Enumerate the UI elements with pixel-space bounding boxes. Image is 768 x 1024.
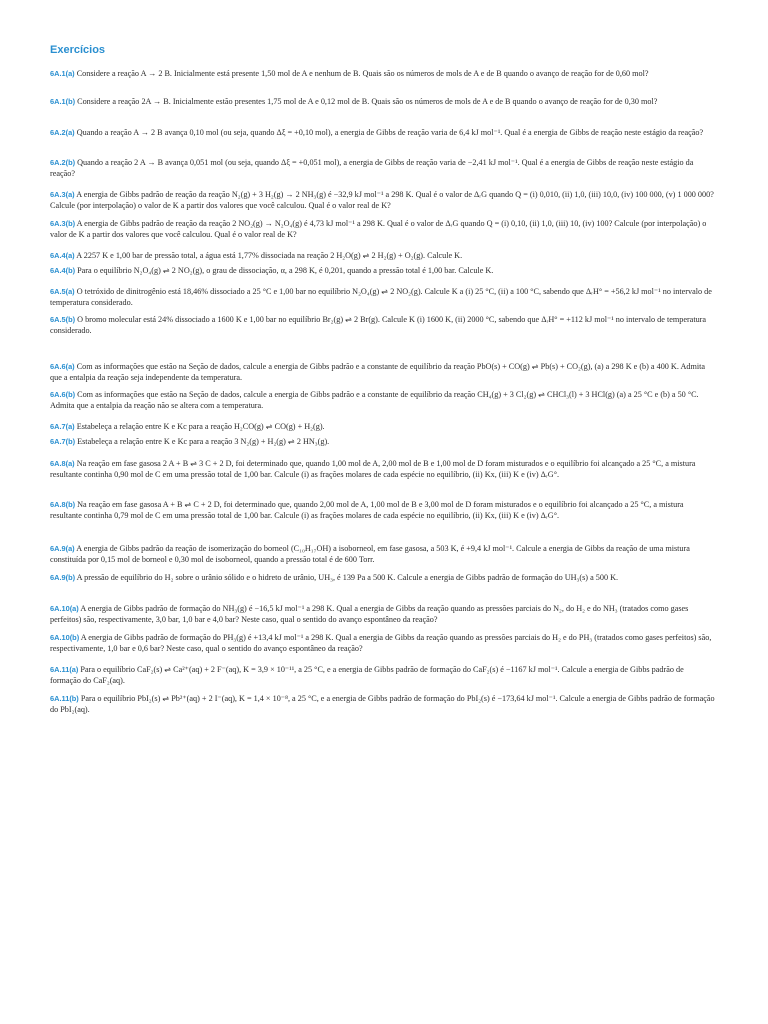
exercise-6a9a bbox=[50, 543, 716, 565]
exercise-6a2b bbox=[50, 157, 716, 179]
section-heading: Exercícios bbox=[50, 44, 106, 56]
exercise-label: 6A.4(b) bbox=[50, 266, 76, 275]
exercise-label: 6A.8(a) bbox=[50, 459, 75, 468]
exercise-text: Considere a reação 2A → B. Inicialmente estão presentes 1,75 mol de A e 0,12 mol de B. Quais são os números de mols de A e de B quando o avanço de reação for de 0,30 mol? bbox=[77, 97, 658, 106]
exercise-label: 6A.11(b) bbox=[50, 694, 79, 703]
exercise-label: 6A.6(a) bbox=[50, 362, 75, 371]
exercise-text: A 2257 K e 1,00 bar de pressão total, a água está 1,77% dissociada na reação 2 H₂O(g) ⇌ 2 H₂(g) + O₂(g). Calcule K. bbox=[76, 251, 463, 260]
exercise-text: A pressão de equilíbrio do H₂ sobre o urânio sólido e o hidreto de urânio, UH₃, é 139 Pa a 500 K. Calcule a energia de Gibbs padrão de formação do UH₃(s) a 500 K. bbox=[76, 573, 619, 582]
exercise-6a8b bbox=[50, 499, 716, 521]
exercise-label: 6A.7(a) bbox=[50, 422, 75, 431]
exercise-label: 6A.4(a) bbox=[50, 251, 75, 260]
exercise-text: A energia de Gibbs padrão de reação da reação 2 NO₂(g) → N₂O₄(g) é 4,73 kJ mol⁻¹ a 298 K. Qual é o valor de ΔᵣG quando Q = (i) 0,10, (ii) 1,0, (iii) 10, (iv) 100? Calcule (por interpolação) o valor de K a partir dos valores que você calculou. Qual é o valor real de K? bbox=[50, 219, 707, 239]
exercise-label: 6A.2(b) bbox=[50, 158, 76, 167]
exercise-label: 6A.9(b) bbox=[50, 573, 76, 582]
exercise-label: 6A.10(b) bbox=[50, 633, 80, 642]
exercise-6a10a bbox=[50, 603, 716, 625]
exercise-label: 6A.7(b) bbox=[50, 437, 76, 446]
exercise-label: 6A.3(a) bbox=[50, 190, 75, 199]
exercise-text: Quando a reação A → 2 B avança 0,10 mol (ou seja, quando Δξ = +0,10 mol), a energia de Gibbs de reação varia de 6,4 kJ mol⁻¹. Qual é a energia de Gibbs de reação neste estágio da reação? bbox=[76, 128, 704, 137]
exercise-text: Estabeleça a relação entre K e Kc para a reação 3 N₂(g) + H₂(g) ⇌ 2 HN₃(g). bbox=[77, 437, 330, 446]
exercise-label: 6A.10(a) bbox=[50, 604, 79, 613]
exercise-text: A energia de Gibbs padrão de reação da reação N₂(g) + 3 H₂(g) → 2 NH₃(g) é −32,9 kJ mol⁻¹ a 298 K. Qual é o valor de ΔᵣG quando Q = (i) 0,010, (ii) 1,0, (iii) 10,0, (iv) 100 000, (v) 1 000 000? Calcule (por interpolação) o valor de K a partir dos valores que você calculou. Qual é o valor real de K? bbox=[50, 190, 714, 210]
exercise-text: Na reação em fase gasosa 2 A + B ⇌ 3 C + 2 D, foi determinado que, quando 1,00 mol de A, 2,00 mol de B e 1,00 mol de D foram misturados e o equilíbrio foi alcançado a 25 °C, a mistura resultante continha 0,90 mol de C em uma pressão total de 1,00 bar. Calcule (i) as frações molares de cada espécie no equilíbrio, (ii) Kx, (iii) K e (iv) ΔᵣG°. bbox=[50, 459, 696, 479]
exercise-label: 6A.1(b) bbox=[50, 97, 76, 106]
exercise-6a4b bbox=[50, 265, 716, 276]
exercise-6a8a bbox=[50, 458, 716, 480]
exercise-6a2a bbox=[50, 127, 716, 138]
exercise-text: O bromo molecular está 24% dissociado a 1600 K e 1,00 bar no equilíbrio Br₂(g) ⇌ 2 Br(g). Calcule K (i) 1600 K, (ii) 2000 °C, sabendo que ΔᵣH° = +112 kJ mol⁻¹ no intervalo de temperatura considerado. bbox=[50, 315, 707, 335]
exercise-label: 6A.1(a) bbox=[50, 69, 75, 78]
exercise-6a6b bbox=[50, 389, 716, 411]
exercise-6a7b bbox=[50, 436, 716, 447]
exercise-label: 6A.6(b) bbox=[50, 390, 76, 399]
exercise-text: O tetróxido de dinitrogênio está 18,46% dissociado a 25 °C e 1,00 bar no equilíbrio N₂O₄(g) ⇌ 2 NO₂(g). Calcule K a (i) 25 °C, (ii) a 100 °C, sabendo que ΔᵣH° = +56,2 kJ mol⁻¹ no intervalo de temperatura considerado. bbox=[50, 287, 712, 307]
exercise-6a5a bbox=[50, 286, 716, 308]
exercise-text: Para o equilíbrio CaF₂(s) ⇌ Ca²⁺(aq) + 2 F⁻(aq), K = 3,9 × 10⁻¹¹, a 25 °C, e a energia de Gibbs padrão de formação do CaF₂(s) é −1167 kJ mol⁻¹. Calcule a energia de Gibbs padrão de formação do CaF₂(aq). bbox=[50, 665, 684, 685]
exercise-text: Estabeleça a relação entre K e Kc para a reação H₂CO(g) ⇌ CO(g) + H₂(g). bbox=[76, 422, 325, 431]
exercise-label: 6A.9(a) bbox=[50, 544, 75, 553]
exercise-label: 6A.3(b) bbox=[50, 219, 76, 228]
exercise-text: A energia de Gibbs padrão de formação do NH₃(g) é −16,5 kJ mol⁻¹ a 298 K. Qual a energia de Gibbs da reação quando as pressões parciais do N₂, do H₂ e do NH₃ (tratados como gases perfeitos) são, respectivamente, 3,0 bar, 1,0 bar e 4,0 bar? Neste caso, qual o sentido do avanço espontâneo da reação? bbox=[50, 604, 689, 624]
exercise-6a4a bbox=[50, 250, 716, 261]
exercise-label: 6A.8(b) bbox=[50, 500, 76, 509]
exercise-6a10b bbox=[50, 632, 716, 654]
exercise-text: Quando a reação 2 A → B avança 0,051 mol (ou seja, quando Δξ = +0,051 mol), a energia de Gibbs de reação varia de −2,41 kJ mol⁻¹. Qual é a energia de Gibbs de reação neste estágio da reação? bbox=[50, 158, 694, 178]
exercise-text: A energia de Gibbs padrão da reação de isomerização do borneol (C₁₀H₁₇OH) a isoborneol, em fase gasosa, a 503 K, é +9,4 kJ mol⁻¹. Calcule a energia de Gibbs da reação de uma mistura constituída por 0,15 mol de borneol e 0,30 mol de isoborneol, quando a pressão total é de 600 Torr. bbox=[50, 544, 690, 564]
exercise-text: A energia de Gibbs padrão de formação do PH₃(g) é +13,4 kJ mol⁻¹ a 298 K. Qual a energia de Gibbs da reação quando as pressões parciais do H₂ e do PH₃ (tratados como gases perfeitos) são, respectivamente, 1,0 bar e 0,6 bar? Neste caso, qual o sentido do avanço espontâneo da reação? bbox=[50, 633, 712, 653]
exercise-6a9b bbox=[50, 572, 716, 583]
exercise-text: Com as informações que estão na Seção de dados, calcule a energia de Gibbs padrão e a constante de equilíbrio da reação CH₄(g) + 3 Cl₂(g) ⇌ CHCl₃(l) + 3 HCl(g) (a) a 25 °C e (b) a 50 °C. Admita que a entalpia da reação não se altera com a temperatura. bbox=[50, 390, 699, 410]
exercise-6a11b bbox=[50, 693, 716, 715]
exercise-text: Para o equilíbrio PbI₂(s) ⇌ Pb²⁺(aq) + 2 I⁻(aq), K = 1,4 × 10⁻⁸, a 25 °C, e a energia de Gibbs padrão de formação do PbI₂(s) é −173,64 kJ mol⁻¹. Calcule a energia de Gibbs padrão de formação do PbI₂(aq). bbox=[50, 694, 715, 714]
exercise-label: 6A.5(b) bbox=[50, 315, 76, 324]
exercise-6a5b bbox=[50, 314, 716, 336]
exercise-label: 6A.2(a) bbox=[50, 128, 75, 137]
exercise-6a1a bbox=[50, 68, 716, 79]
exercise-label: 6A.5(a) bbox=[50, 287, 75, 296]
exercise-text: Com as informações que estão na Seção de dados, calcule a energia de Gibbs padrão e a constante de equilíbrio da reação PbO(s) + CO(g) ⇌ Pb(s) + CO₂(g), (a) a 298 K e (b) a 400 K. Admita que a entalpia da reação seja independente da temperatura. bbox=[50, 362, 706, 382]
exercise-6a7a bbox=[50, 421, 716, 432]
exercise-6a6a bbox=[50, 361, 716, 383]
exercise-6a3b bbox=[50, 218, 716, 240]
exercise-text: Para o equilíbrio N₂O₄(g) ⇌ 2 NO₂(g), o grau de dissociação, α, a 298 K, é 0,201, quando a pressão total é 1,00 bar. Calcule K. bbox=[77, 266, 494, 275]
exercise-text: Considere a reação A → 2 B. Inicialmente está presente 1,50 mol de A e nenhum de B. Quais são os números de mols de A e de B quando o avanço de reação for de 0,60 mol? bbox=[76, 69, 649, 78]
exercise-text: Na reação em fase gasosa A + B ⇌ C + 2 D, foi determinado que, quando 2,00 mol de A, 1,00 mol de B e 3,00 mol de D foram misturados e o equilíbrio foi alcançado a 25 °C, a mistura resultante continha 0,79 mol de C em uma pressão total de 1,00 bar. Calcule (i) as frações molares de cada espécie no equilíbrio, (ii) Kx, (iii) K e (iv) ΔᵣG°. bbox=[50, 500, 684, 520]
exercise-6a1b bbox=[50, 96, 716, 107]
exercise-6a3a bbox=[50, 189, 716, 211]
exercise-label: 6A.11(a) bbox=[50, 665, 79, 674]
exercise-6a11a bbox=[50, 664, 716, 686]
